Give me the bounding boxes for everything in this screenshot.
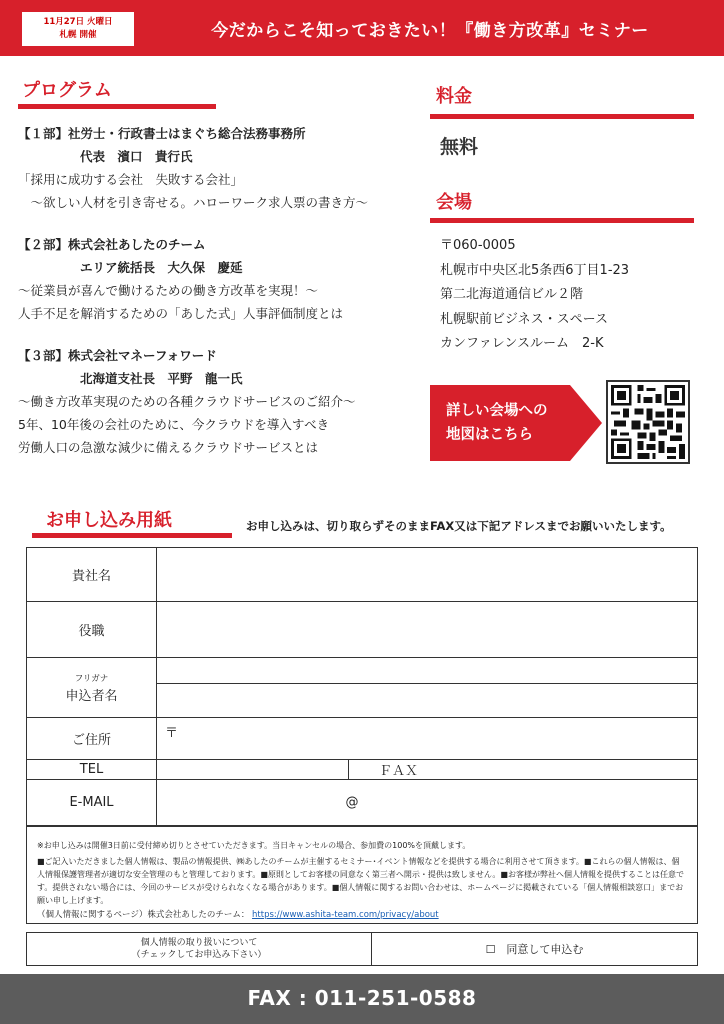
part2-speaker: エリア統括長 大久保 慶延 bbox=[80, 260, 243, 275]
fee-heading: 料金 bbox=[436, 86, 472, 107]
applicant-label: 申込者名 bbox=[65, 688, 118, 704]
fee-value: 無料 bbox=[440, 136, 479, 158]
consent-label-line2: （チェックしてお申込み下さい） bbox=[131, 950, 267, 960]
map-line2: 地図はこちら bbox=[446, 427, 533, 443]
consent-row bbox=[26, 932, 698, 966]
applicant-field[interactable] bbox=[157, 684, 698, 718]
location-text: 札幌 開催 bbox=[59, 30, 97, 40]
consent-checkbox[interactable]: ☐ 同意して申込む bbox=[485, 943, 584, 956]
tel-field[interactable] bbox=[157, 760, 349, 780]
venue-space: 札幌駅前ビジネス・スペース bbox=[440, 311, 608, 327]
consent-label bbox=[27, 933, 372, 965]
venue-heading: 会場 bbox=[436, 192, 472, 213]
part2-line2: 人手不足を解消するための「あした式」人事評価制度とは bbox=[18, 306, 344, 321]
part2-title: 【２部】株式会社あしたのチーム bbox=[18, 237, 206, 252]
venue-building: 第二北海道通信ビル２階 bbox=[440, 287, 584, 302]
part1-line2: ～欲しい人材を引き寄せる。ハローワーク求人票の書き方～ bbox=[18, 195, 369, 210]
notes-line2: ■ご記入いただきました個人情報は、製品の情報提供、㈱あしたのチームが主催するセミナー･イベント情報などを提供する場合に利用させて頂きます。■これらの個人情報は、個人情報保護管理者が適切な安全管理のもと管理しております。■原則としてお客様の同意なく第三者へ開示・提供は致しません。■お客様が弊社へ個人情報を提供することは任意です。提供されない場合には、今回のサービスが受けられなくなる場合があります。■個人情報に関するお問い合わせは、ホームページに掲載されている「個人情報相談窓口」までお願い申し上げます。 bbox=[37, 857, 684, 905]
fax-label: ＦＡＸ bbox=[379, 764, 419, 779]
furigana-label: フリガナ bbox=[74, 673, 109, 684]
notes-box bbox=[26, 826, 698, 924]
furigana-field[interactable] bbox=[157, 658, 698, 684]
privacy-link[interactable]: https://www.ashita-team.com/privacy/about bbox=[252, 910, 439, 920]
part1-line1: 「採用に成功する会社 失敗する会社」 bbox=[18, 172, 244, 187]
form-note: お申し込みは、切り取らずそのままFAX又は下記アドレスまでお願いいたします。 bbox=[246, 519, 672, 533]
company-field[interactable] bbox=[157, 548, 698, 602]
part3-line3: 労働人口の急激な減少に備えるクラウドサービスとは bbox=[18, 440, 319, 455]
email-label: E-MAIL bbox=[27, 780, 157, 826]
venue-info bbox=[440, 234, 629, 357]
part3-line1: ～働き方改革実現のための各種クラウドサービスのご紹介～ bbox=[18, 394, 356, 409]
venue-address: 札幌市中央区北5条西6丁目1-23 bbox=[440, 262, 630, 278]
map-button-label bbox=[446, 399, 548, 447]
address-postal-mark: 〒 bbox=[165, 726, 179, 741]
venue-postal: 〒060-0005 bbox=[440, 238, 516, 253]
fee-underline bbox=[430, 114, 694, 119]
position-field[interactable] bbox=[157, 602, 698, 658]
company-label: 貴社名 bbox=[27, 548, 157, 602]
email-field[interactable] bbox=[157, 780, 698, 826]
program-list bbox=[18, 122, 428, 459]
notes-line3: （個人情報に関するページ）株式会社あしたのチーム： bbox=[37, 910, 250, 920]
address-label: ご住所 bbox=[27, 718, 157, 760]
venue-room: カンファレンスルーム 2-K bbox=[440, 336, 604, 351]
form-heading: お申し込み用紙 bbox=[46, 510, 172, 531]
date-text: 11月27日 火曜日 bbox=[43, 17, 113, 27]
program-underline bbox=[18, 104, 216, 109]
part3-title: 【３部】株式会社マネーフォワード bbox=[18, 348, 217, 363]
fax-field[interactable] bbox=[349, 760, 698, 780]
part3-speaker: 北海道支社長 平野 龍一氏 bbox=[80, 371, 243, 386]
address-field[interactable] bbox=[157, 718, 698, 760]
venue-underline bbox=[430, 218, 694, 223]
part2-line1: ～従業員が喜んで働けるための働き方改革を実現！～ bbox=[18, 283, 319, 298]
consent-label-line1: 個人情報の取り扱いについて bbox=[140, 938, 258, 948]
page-title: 今だからこそ知っておきたい！『働き方改革』セミナー bbox=[211, 21, 649, 41]
header-bar bbox=[0, 0, 724, 56]
application-form bbox=[26, 547, 698, 826]
date-badge bbox=[22, 12, 134, 46]
notes-line1: ※お申し込みは開催3日前に受付締め切りとさせていただきます。当日キャンセルの場合、参加費の100%を頂戴します。 bbox=[37, 841, 471, 850]
part3-line2: 5年、10年後の会社のために、今クラウドを導入すべき bbox=[18, 417, 330, 432]
part1-title: 【１部】社労士・行政書士はまぐち総合法務事務所 bbox=[18, 126, 306, 141]
email-at: @ bbox=[345, 795, 359, 810]
position-label: 役職 bbox=[27, 602, 157, 658]
fax-footer: FAX : 011-251-0588 bbox=[0, 974, 724, 1024]
qr-code-icon[interactable] bbox=[606, 380, 690, 464]
map-button[interactable] bbox=[430, 385, 602, 461]
part1-speaker: 代表 濱口 貴行氏 bbox=[80, 149, 193, 164]
program-heading: プログラム bbox=[22, 80, 112, 101]
map-line1: 詳しい会場への bbox=[446, 403, 548, 419]
tel-label: TEL bbox=[27, 760, 157, 780]
form-underline bbox=[32, 533, 232, 538]
